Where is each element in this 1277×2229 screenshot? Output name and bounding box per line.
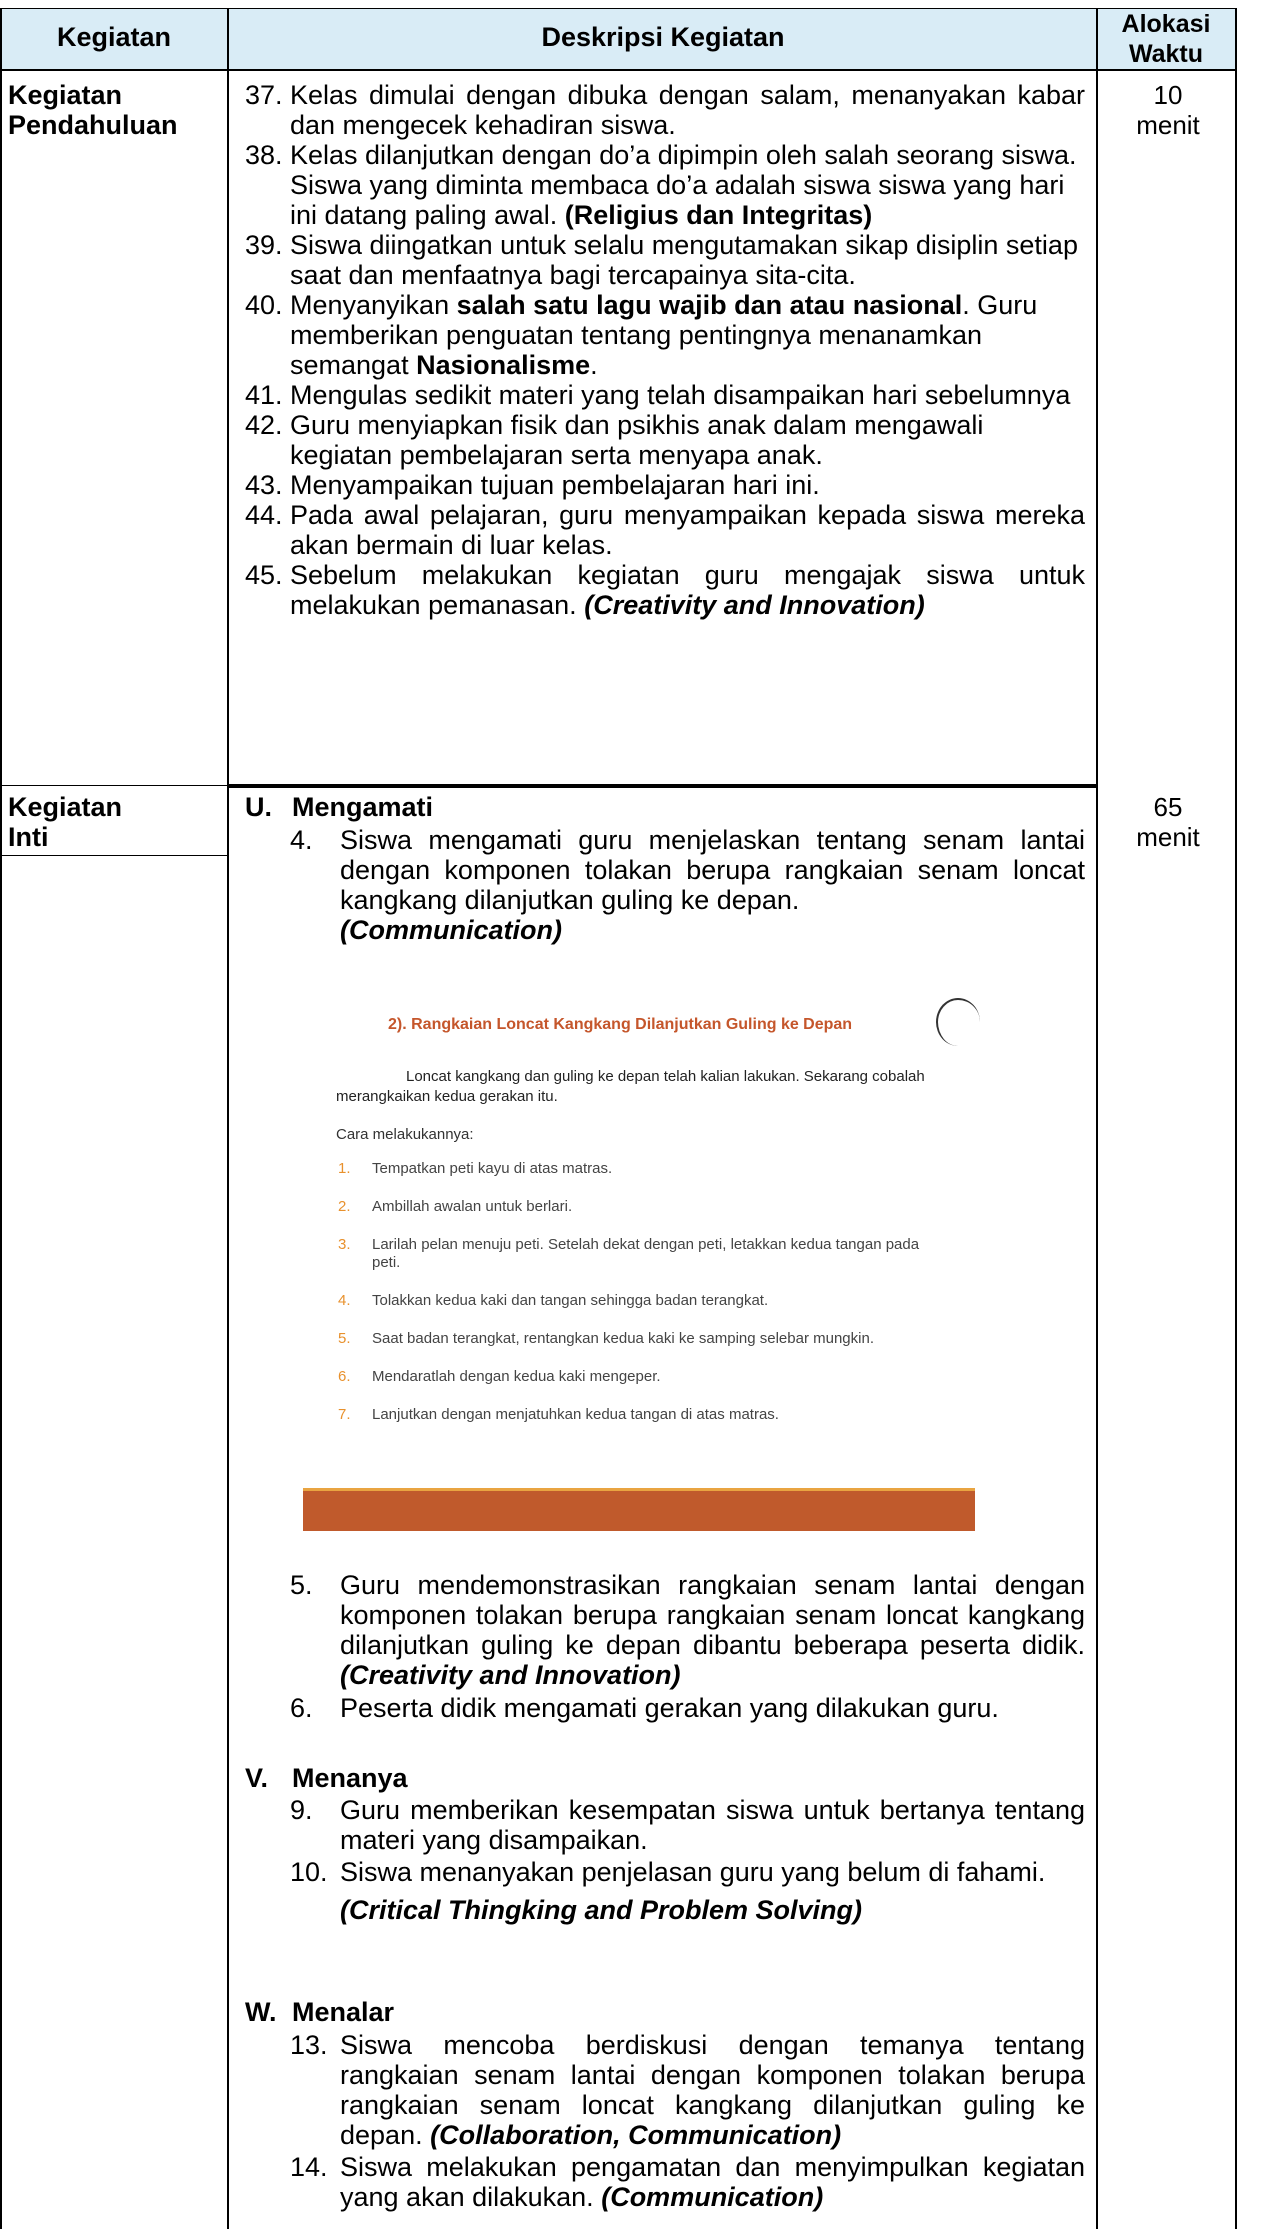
item-number: 5.	[290, 1570, 313, 1600]
section-mengamati-letter: U.	[245, 792, 272, 822]
label-inti-line2: Inti	[8, 822, 49, 852]
excerpt-intro-text: Loncat kangkang dan guling ke depan telah kalian lakukan. Sekarang cobalah merangkaikan kedua gerakan itu.	[336, 1068, 925, 1105]
item-bold-text: salah satu lagu wajib dan atau nasional	[456, 290, 963, 320]
list-item	[338, 1406, 958, 1424]
menanya-item-10	[290, 1857, 1085, 1925]
list-item	[245, 410, 1085, 470]
column-divider-1	[227, 8, 229, 2229]
list-item	[245, 380, 1085, 410]
value-tag: (Creativity and Innovation)	[584, 590, 925, 620]
column-divider-2	[1096, 8, 1098, 2229]
step-number: 6.	[338, 1368, 351, 1385]
step-text: Ambillah awalan untuk berlari.	[372, 1198, 573, 1215]
item-number: 37.	[245, 80, 283, 110]
item-text: Guru menyiapkan fisik dan psikhis anak dalam mengawali kegiatan pembelajaran serta menyapa anak.	[290, 410, 984, 470]
step-text: Tolakkan kedua kaki dan tangan sehingga badan terangkat.	[372, 1292, 769, 1309]
list-item	[245, 230, 1085, 290]
row-divider-main	[228, 784, 1097, 788]
list-item	[245, 560, 1085, 620]
item-number: 6.	[290, 1693, 313, 1723]
item-number: 39.	[245, 230, 283, 260]
section-menanya-letter: V.	[245, 1763, 269, 1793]
item-number: 10.	[290, 1857, 328, 1887]
item-number: 13.	[290, 2030, 328, 2060]
item-text: Kelas dimulai dengan dibuka dengan salam, menanyakan kabar dan mengecek kehadiran siswa.	[290, 80, 1085, 140]
time-inti-value: 65	[1153, 792, 1183, 822]
item-text: Mengulas sedikit materi yang telah disampaikan hari sebelumnya	[290, 380, 1071, 410]
list-item	[338, 1368, 958, 1386]
list-item	[338, 1160, 958, 1178]
item-text: Guru mendemonstrasikan rangkaian senam lantai dengan komponen tolakan berupa rangkaian senam loncat kangkang dilanjutkan guling ke depan dibantu beberapa peserta didik.	[340, 1570, 1085, 1660]
item-number: 14.	[290, 2152, 328, 2182]
item-text: Siswa mencoba berdiskusi dengan temanya tentang rangkaian senam lantai dengan komponen tolakan berupa rangkaian senam loncat kangkang dilanjutkan guling ke depan.	[340, 2030, 1085, 2150]
step-text: Tempatkan peti kayu di atas matras.	[372, 1160, 613, 1177]
menalar-item-14	[290, 2152, 1085, 2212]
value-tag: (Creativity and Innovation)	[340, 1660, 681, 1690]
value-tag: (Religius dan Integritas)	[564, 200, 873, 230]
step-number: 7.	[338, 1406, 351, 1423]
item-text: Peserta didik mengamati gerakan yang dilakukan guru.	[340, 1693, 999, 1723]
mengamati-item-4	[290, 825, 1085, 945]
item-text: Menyanyikan	[290, 290, 457, 320]
header-alokasi-line2: Waktu	[1128, 40, 1204, 68]
item-text: . Guru memberikan penguatan tentang pentingnya menanamkan semangat	[290, 290, 1038, 380]
label-inti-line1: Kegiatan	[8, 792, 123, 822]
mengamati-item-5	[290, 1570, 1085, 1690]
excerpt-subtitle: Cara melakukannya:	[336, 1126, 474, 1143]
header-deskripsi: Deskripsi Kegiatan	[541, 22, 785, 52]
list-item	[245, 80, 1085, 140]
section-mengamati-title: Mengamati	[292, 792, 434, 822]
menalar-item-13	[290, 2030, 1085, 2150]
item-text: Pada awal pelajaran, guru menyampaikan kepada siswa mereka akan bermain di luar kelas.	[290, 500, 1085, 560]
item-text: Siswa mengamati guru menjelaskan tentang senam lantai dengan komponen tolakan berupa rangkaian senam loncat kangkang dilanjutkan guling ke depan.	[340, 825, 1085, 915]
section-menalar-letter: W.	[245, 1997, 277, 2027]
table-border-left	[0, 8, 2, 2229]
step-text: Larilah pelan menuju peti. Setelah dekat dengan peti, letakkan kedua tangan pada peti.	[372, 1236, 920, 1271]
label-pendahuluan-line2: Pendahuluan	[8, 110, 178, 140]
list-item	[338, 1198, 958, 1216]
item-text: Kelas dilanjutkan dengan do’a dipimpin oleh salah seorang siswa. Siswa yang diminta membaca do’a adalah siswa siswa yang hari ini datang paling awal.	[290, 140, 1077, 230]
menanya-item-9	[290, 1795, 1085, 1855]
item-text: Siswa menanyakan penjelasan guru yang belum di fahami.	[340, 1857, 1046, 1887]
value-tag: (Communication)	[340, 915, 562, 945]
item-text: Guru memberikan kesempatan siswa untuk bertanya tentang materi yang disampaikan.	[340, 1795, 1085, 1855]
list-item	[245, 140, 1085, 230]
value-tag: (Collaboration, Communication)	[430, 2120, 842, 2150]
textbook-excerpt-image	[300, 980, 980, 1540]
excerpt-steps	[338, 1160, 958, 1444]
step-number: 4.	[338, 1292, 351, 1309]
item-number: 38.	[245, 140, 283, 170]
item-number: 45.	[245, 560, 283, 590]
header-alokasi-line1: Alokasi	[1121, 10, 1211, 38]
item-text: Menyampaikan tujuan pembelajaran hari ini.	[290, 470, 820, 500]
list-item	[245, 470, 1085, 500]
mengamati-item-6	[290, 1693, 1085, 1723]
step-text: Lanjutkan dengan menjatuhkan kedua tangan di atas matras.	[372, 1406, 779, 1423]
header-bottom-rule	[0, 69, 1237, 71]
item-text: .	[590, 350, 598, 380]
item-bold-text: Nasionalisme	[416, 350, 591, 380]
step-text: Saat badan terangkat, rentangkan kedua kaki ke samping selebar mungkin.	[372, 1330, 874, 1347]
item-number: 43.	[245, 470, 283, 500]
item-number: 9.	[290, 1795, 313, 1825]
section-menanya-title: Menanya	[292, 1763, 408, 1793]
list-item	[338, 1330, 958, 1348]
list-item	[245, 290, 1085, 380]
step-number: 3.	[338, 1236, 351, 1253]
table-border-right	[1235, 8, 1237, 2229]
time-inti-unit: menit	[1136, 822, 1200, 852]
item-number: 4.	[290, 825, 313, 855]
item-number: 40.	[245, 290, 283, 320]
item-number: 41.	[245, 380, 283, 410]
decorative-footer-bar	[303, 1488, 975, 1531]
item-text: Siswa diingatkan untuk selalu mengutamakan sikap disiplin setiap saat dan menfaatnya bagi tercapainya sita-cita.	[290, 230, 1078, 290]
time-pendahuluan-unit: menit	[1136, 110, 1200, 140]
publisher-logo-icon	[936, 998, 980, 1046]
row-divider-left	[0, 785, 228, 786]
inti-label-rule	[0, 855, 228, 856]
item-number: 44.	[245, 500, 283, 530]
section-menalar-title: Menalar	[292, 1997, 395, 2027]
excerpt-title: 2). Rangkaian Loncat Kangkang Dilanjutkan Guling ke Depan	[388, 1016, 853, 1033]
list-item	[338, 1236, 958, 1272]
value-tag: (Critical Thingking and Problem Solving)	[340, 1895, 863, 1925]
step-number: 5.	[338, 1330, 351, 1347]
label-pendahuluan-line1: Kegiatan	[8, 80, 123, 110]
time-pendahuluan-value: 10	[1153, 80, 1183, 110]
value-tag: (Communication)	[601, 2182, 824, 2212]
step-number: 1.	[338, 1160, 351, 1177]
excerpt-intro	[336, 1067, 956, 1107]
step-number: 2.	[338, 1198, 351, 1215]
item-number: 42.	[245, 410, 283, 440]
list-item	[338, 1292, 958, 1310]
list-item	[245, 500, 1085, 560]
item-text: Siswa melakukan pengamatan dan menyimpulkan kegiatan yang akan dilakukan.	[340, 2152, 1085, 2212]
step-text: Mendaratlah dengan kedua kaki mengeper.	[372, 1368, 661, 1385]
item-text: Sebelum melakukan kegiatan guru mengajak siswa untuk melakukan pemanasan.	[290, 560, 1085, 620]
header-kegiatan: Kegiatan	[56, 22, 172, 52]
pendahuluan-list	[245, 80, 1085, 620]
